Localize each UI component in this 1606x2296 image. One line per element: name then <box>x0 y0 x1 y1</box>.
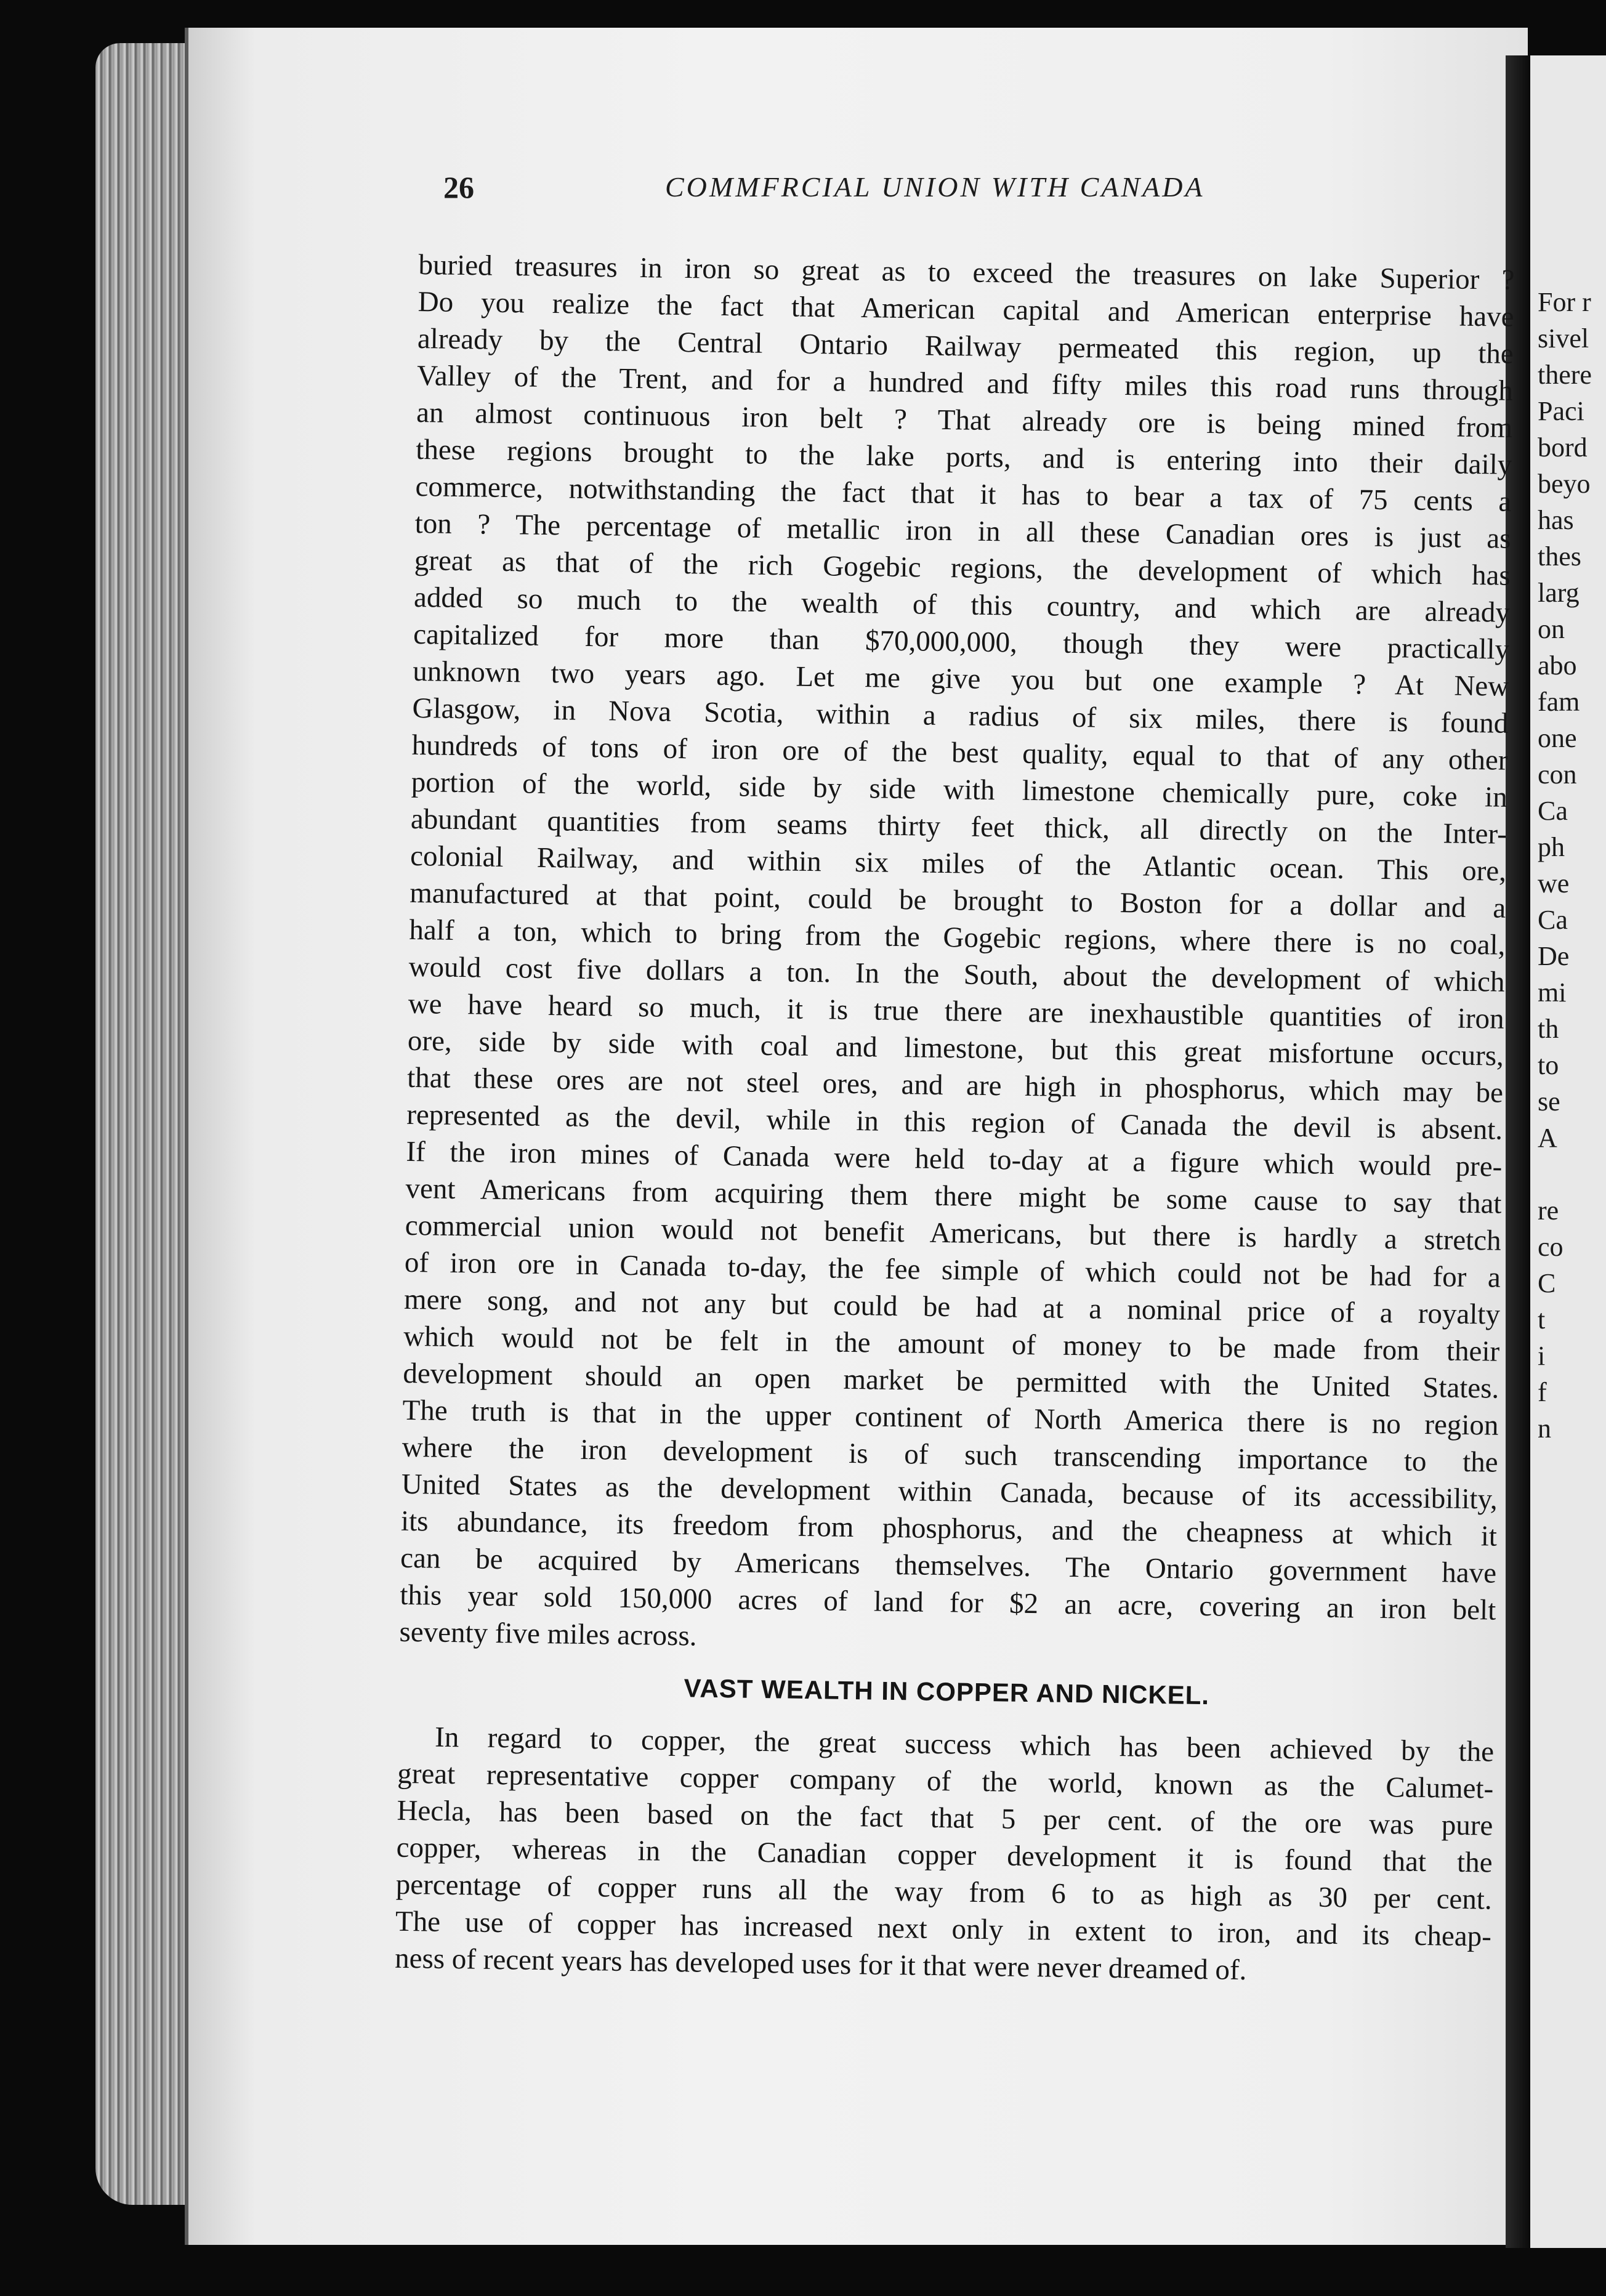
text-line: commerce, notwithstanding the fact that it has to bear a tax of 75 cents a <box>415 470 1512 518</box>
text-line: colonial Railway, and within six miles of the Atlantic ocean. This ore, <box>410 839 1507 887</box>
text-line: capitalized for more than $70,000,000, though they were practically <box>413 618 1510 666</box>
text-line: great as that of the rich Gogebic regions, the development of which has <box>414 544 1511 592</box>
text-line: of iron ore in Canada to-day, the fee simple of which could not be had for a <box>404 1246 1501 1294</box>
text-line: development should an open market be permitted with the United States. <box>403 1357 1499 1405</box>
body-text <box>395 246 1515 1992</box>
text-line: unknown two years ago. Let me give you but one example ? At New <box>413 655 1509 703</box>
text-line: mere song, and not any but could be had at a nominal price of a royalty <box>403 1283 1501 1331</box>
text-line: half a ton, which to bring from the Gogebic regions, where there is no coal, <box>409 913 1506 961</box>
facing-page-fragment: there <box>1538 360 1592 390</box>
text-line: which would not be felt in the amount of money to be made from their <box>403 1320 1500 1368</box>
text-line: United States as the development within Canada, because of its accessibility, <box>401 1468 1498 1516</box>
text-line: commercial union would not benefit Americans, but there is hardly a stretch <box>405 1209 1501 1257</box>
text-line: ton ? The percentage of metallic iron in all these Canadian ores is just as <box>414 507 1511 555</box>
facing-page-fragment: beyo <box>1538 469 1591 499</box>
text-line: that these ores are not steel ores, and are high in phosphorus, which may be <box>406 1061 1504 1109</box>
facing-page-fragment: For r <box>1538 287 1591 317</box>
text-line: The truth is that in the upper continent of North America there is no region <box>402 1394 1499 1442</box>
text-line: abundant quantities from seams thirty feet thick, all directly on the Inter- <box>410 802 1507 851</box>
facing-page-fragment: mi <box>1538 977 1567 1008</box>
text-line: If the iron mines of Canada were held to-day at a figure which would pre- <box>406 1135 1503 1183</box>
facing-page-fragment: one <box>1538 723 1577 753</box>
text-line: can be acquired by Americans themselves. The Ontario government have <box>400 1542 1497 1590</box>
text-line: great representative copper company of the world, known as the Calumet- <box>397 1757 1494 1805</box>
text-line: seventy five miles across. <box>399 1615 697 1652</box>
text-line: ore, side by side with coal and limestone, but this great misfortune occurs, <box>407 1024 1504 1072</box>
facing-page-fragment: co <box>1538 1232 1564 1262</box>
text-line: would cost five dollars a ton. In the South, about the development of which <box>408 950 1505 998</box>
text-line: ness of recent years has developed uses for it that were never dreamed of. <box>394 1942 1247 1987</box>
facing-page-fragment: n <box>1538 1413 1551 1444</box>
text-line: Do you realize the fact that American capital and American enterprise have <box>418 285 1514 333</box>
facing-page-fragment: has <box>1538 505 1574 535</box>
text-line: manufactured at that point, could be brought to Boston for a dollar and a <box>409 876 1506 924</box>
facing-page-fragment: i <box>1538 1341 1546 1371</box>
text-line: vent Americans from acquiring them there might be some cause to say that <box>405 1172 1502 1220</box>
text-line: we have heard so much, it is true there are inexhaustible quantities of iron <box>408 987 1505 1035</box>
facing-page-fragment: on <box>1538 614 1565 644</box>
text-line: portion of the world, side by side with limestone chemically pure, coke in <box>411 766 1508 814</box>
page-header <box>443 163 1509 212</box>
facing-page-edge <box>1530 55 1606 2248</box>
section-heading: VAST WEALTH IN COPPER AND NICKEL. <box>684 1673 1210 1710</box>
facing-page-fragment: bord <box>1538 432 1588 463</box>
facing-page-fragment: thes <box>1538 541 1581 572</box>
paragraph-iron <box>399 246 1515 1666</box>
facing-page-fragment: A <box>1538 1123 1557 1153</box>
text-line: these regions brought to the lake ports, and is entering into their daily <box>416 433 1512 481</box>
text-line: its abundance, its freedom from phosphorus, and the cheapness at which it <box>400 1505 1498 1553</box>
text-line: In regard to copper, the great success which has been achieved by the <box>434 1721 1495 1768</box>
facing-page-fragment: De <box>1538 941 1570 971</box>
facing-page-fragment: f <box>1538 1377 1547 1407</box>
facing-page-fragment: t <box>1538 1304 1546 1335</box>
facing-page-fragment: Ca <box>1538 905 1568 935</box>
facing-page-fragment: th <box>1538 1014 1559 1044</box>
facing-page-fragment: re <box>1538 1195 1559 1226</box>
text-line: this year sold 150,000 acres of land for $2 an acre, covering an iron belt <box>400 1578 1496 1627</box>
text-line: copper, whereas in the Canadian copper development it is found that the <box>396 1831 1493 1879</box>
text-line: The use of copper has increased next only in extent to iron, and its cheap- <box>395 1905 1492 1953</box>
text-line: percentage of copper runs all the way from 6 to as high as 30 per cent. <box>395 1868 1493 1916</box>
facing-page-fragment: fam <box>1538 687 1580 717</box>
facing-page-fragment: Paci <box>1538 396 1584 426</box>
text-line: an almost continuous iron belt ? That already ore is being mined from <box>416 396 1513 444</box>
text-line: buried treasures in iron so great as to exceed the treasures on lake Superior ? <box>418 248 1515 296</box>
running-title: COMMFRCIAL UNION WITH CANADA <box>665 171 1205 203</box>
facing-page-fragment: sivel <box>1538 323 1589 354</box>
text-line: Glasgow, in Nova Scotia, within a radius of six miles, there is found <box>412 692 1509 740</box>
facing-page-fragment: to <box>1538 1050 1559 1080</box>
facing-page-fragment: we <box>1538 868 1570 899</box>
text-line: already by the Central Ontario Railway permeated this region, up the <box>417 322 1514 370</box>
text-line: added so much to the wealth of this country, and which are already <box>413 581 1511 629</box>
text-line: where the iron development is of such transcending importance to the <box>402 1431 1498 1479</box>
text-line: represented as the devil, while in this region of Canada the devil is absent. <box>406 1098 1503 1146</box>
text-line: Hecla, has been based on the fact that 5 per cent. of the ore was pure <box>397 1794 1493 1842</box>
text-line: Valley of the Trent, and for a hundred and fifty miles this road runs through <box>416 359 1514 407</box>
facing-page-fragment: Ca <box>1538 796 1568 826</box>
text-line: hundreds of tons of iron ore of the best quality, equal to that of any other <box>411 729 1508 777</box>
facing-page-fragment: ph <box>1538 832 1565 862</box>
facing-page-fragment: C <box>1538 1268 1556 1298</box>
facing-page-fragment: abo <box>1538 650 1577 681</box>
facing-page-fragment: con <box>1538 759 1577 790</box>
facing-page-fragment: larg <box>1538 578 1580 608</box>
paragraph-copper <box>395 1718 1495 1992</box>
facing-page-fragment: se <box>1538 1086 1560 1117</box>
page-number: 26 <box>443 170 474 204</box>
